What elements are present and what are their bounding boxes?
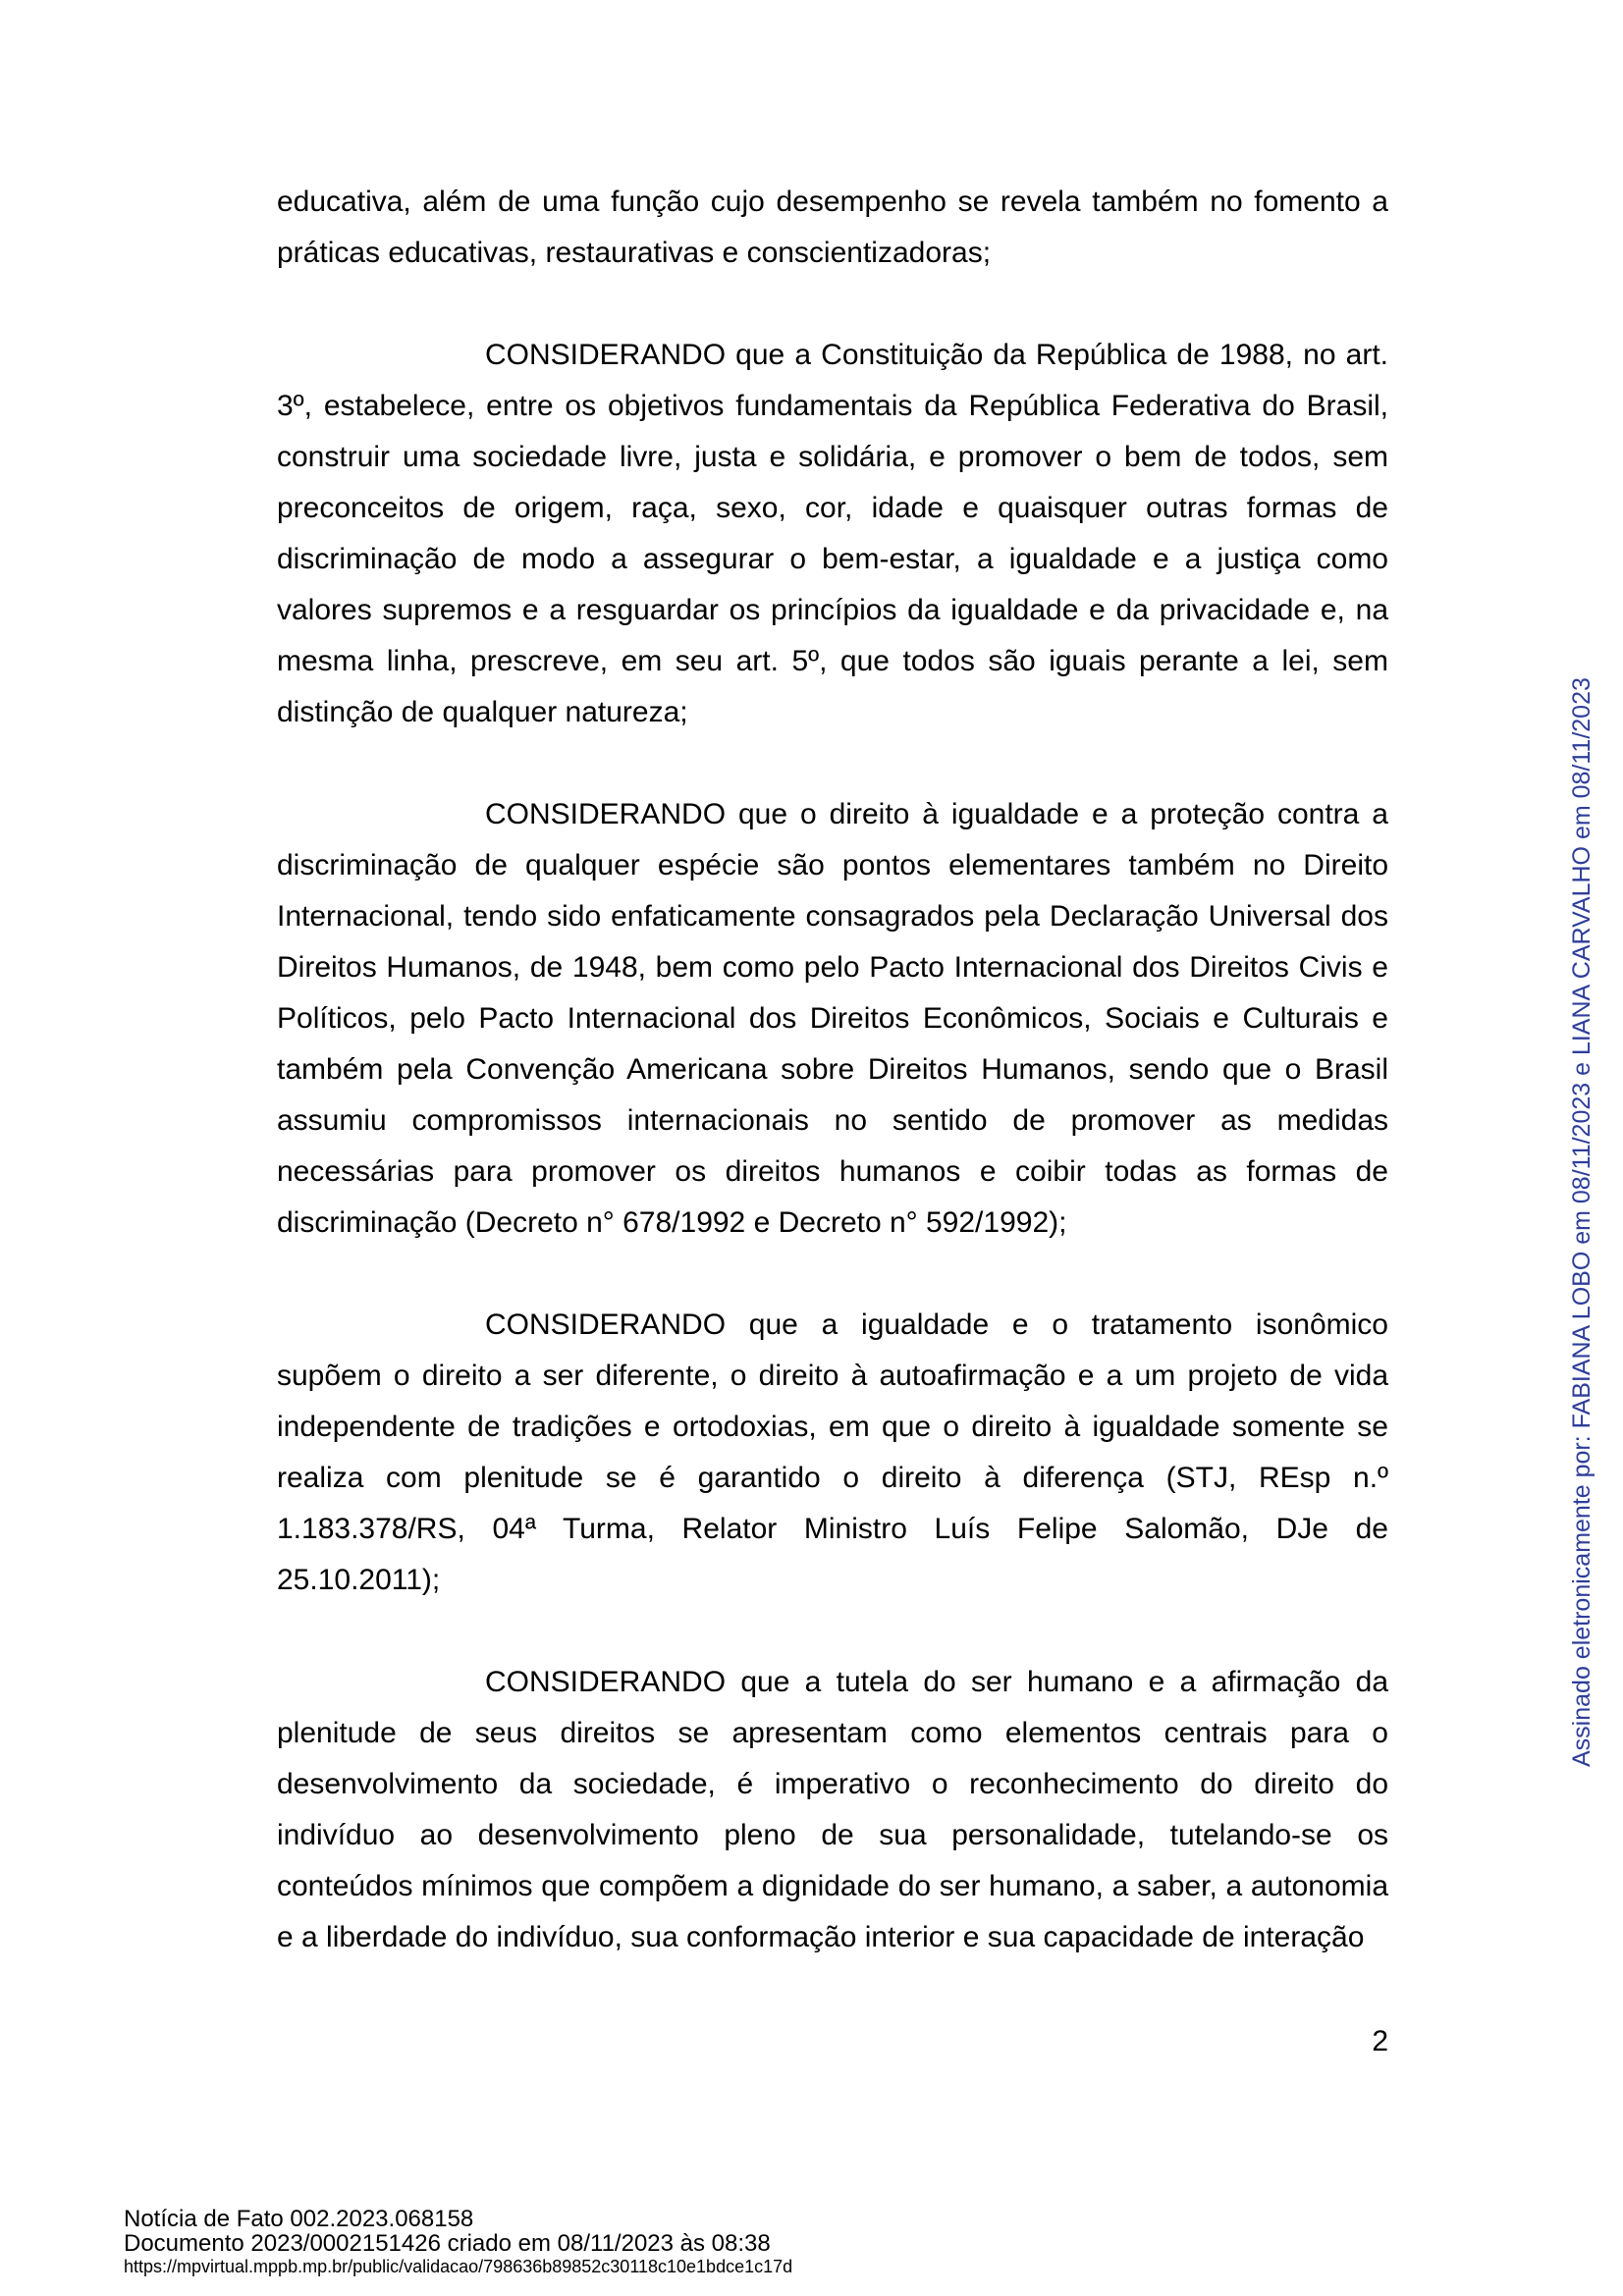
paragraph-text: que a tutela do ser humano e a afirmação da plenitude de seus direitos se apresentam como elementos centrais para o desenvolvimento da sociedade, é imperativo o reconhecimento do direito do indivíduo ao desenvolvimento pleno de sua personalidade, tutelando-se os conteúdos mínimos que compõem a dignidade do ser humano, a saber, a autonomia e a liberdade do indivíduo, sua conformação interior e sua capacidade de interação xyxy=(277,1666,1388,1953)
document-footer xyxy=(124,2207,792,2277)
paragraph-text: que a Constituição da República de 1988, no art. 3º, estabelece, entre os objetivos fundamentais da República Federativa do Brasil, construir uma sociedade livre, justa e solidária, e promover o bem de todos, sem preconceitos de origem, raça, sexo, cor, idade e quaisquer outras formas de discriminação de modo a assegurar o bem-estar, a igualdade e a justiça como valores supremos e a resguardar os princípios da igualdade e da privacidade e, na mesma linha, prescreve, em seu art. 5º, que todos são iguais perante a lei, sem distinção de qualquer natureza; xyxy=(277,339,1388,728)
paragraph-5 xyxy=(277,1657,1388,1963)
paragraph-lead: CONSIDERANDO xyxy=(485,1666,727,1698)
paragraph-text: que o direito à igualdade e a proteção contra a discriminação de qualquer espécie são pontos elementares também no Direito Internacional, tendo sido enfaticamente consagrados pela Declaração Universal dos Direitos Humanos, de 1948, bem como pelo Pacto Internacional dos Direitos Civis e Políticos, pelo Pacto Internacional dos Direitos Econômicos, Sociais e Culturais e também pela Convenção Americana sobre Direitos Humanos, sendo que o Brasil assumiu compromissos internacionais no sentido de promover as medidas necessárias para promover os direitos humanos e coibir todas as formas de discriminação (Decreto n° 678/1992 e Decreto n° 592/1992); xyxy=(277,798,1388,1239)
paragraph-3 xyxy=(277,789,1388,1249)
paragraph-1 xyxy=(277,177,1388,279)
document-body xyxy=(277,177,1388,1963)
paragraph-lead: CONSIDERANDO xyxy=(485,339,727,371)
paragraph-lead: CONSIDERANDO xyxy=(485,1308,727,1341)
paragraph-text: que a igualdade e o tratamento isonômico supõem o direito a ser diferente, o direito à autoafirmação e a um projeto de vida independente de tradições e ortodoxias, em que o direito à igualdade somente se realiza com plenitude se é garantido o direito à diferença (STJ, REsp n.º 1.183.378/RS, 04ª Turma, Relator Ministro Luís Felipe Salomão, DJe de 25.10.2011); xyxy=(277,1308,1388,1596)
electronic-signature-stamp: Assinado eletronicamente por: FABIANA LOBO em 08/11/2023 e LIANA CARVALHO em 08/11/2023 xyxy=(1568,677,1596,1767)
footer-validation-url: https://mpvirtual.mppb.mp.br/public/validacao/798636b89852c30118c10e1bdce1c17d xyxy=(124,2257,793,2276)
footer-document-info: Documento 2023/0002151426 criado em 08/11/2023 às 08:38 xyxy=(124,2230,771,2257)
paragraph-2 xyxy=(277,330,1388,738)
page-number: 2 xyxy=(1372,2025,1388,2057)
paragraph-lead: CONSIDERANDO xyxy=(485,798,727,830)
paragraph-4 xyxy=(277,1300,1388,1606)
paragraph-text: educativa, além de uma função cujo desempenho se revela também no fomento a práticas educativas, restaurativas e conscientizadoras; xyxy=(277,186,1388,269)
footer-case-number: Notícia de Fato 002.2023.068158 xyxy=(124,2206,474,2232)
